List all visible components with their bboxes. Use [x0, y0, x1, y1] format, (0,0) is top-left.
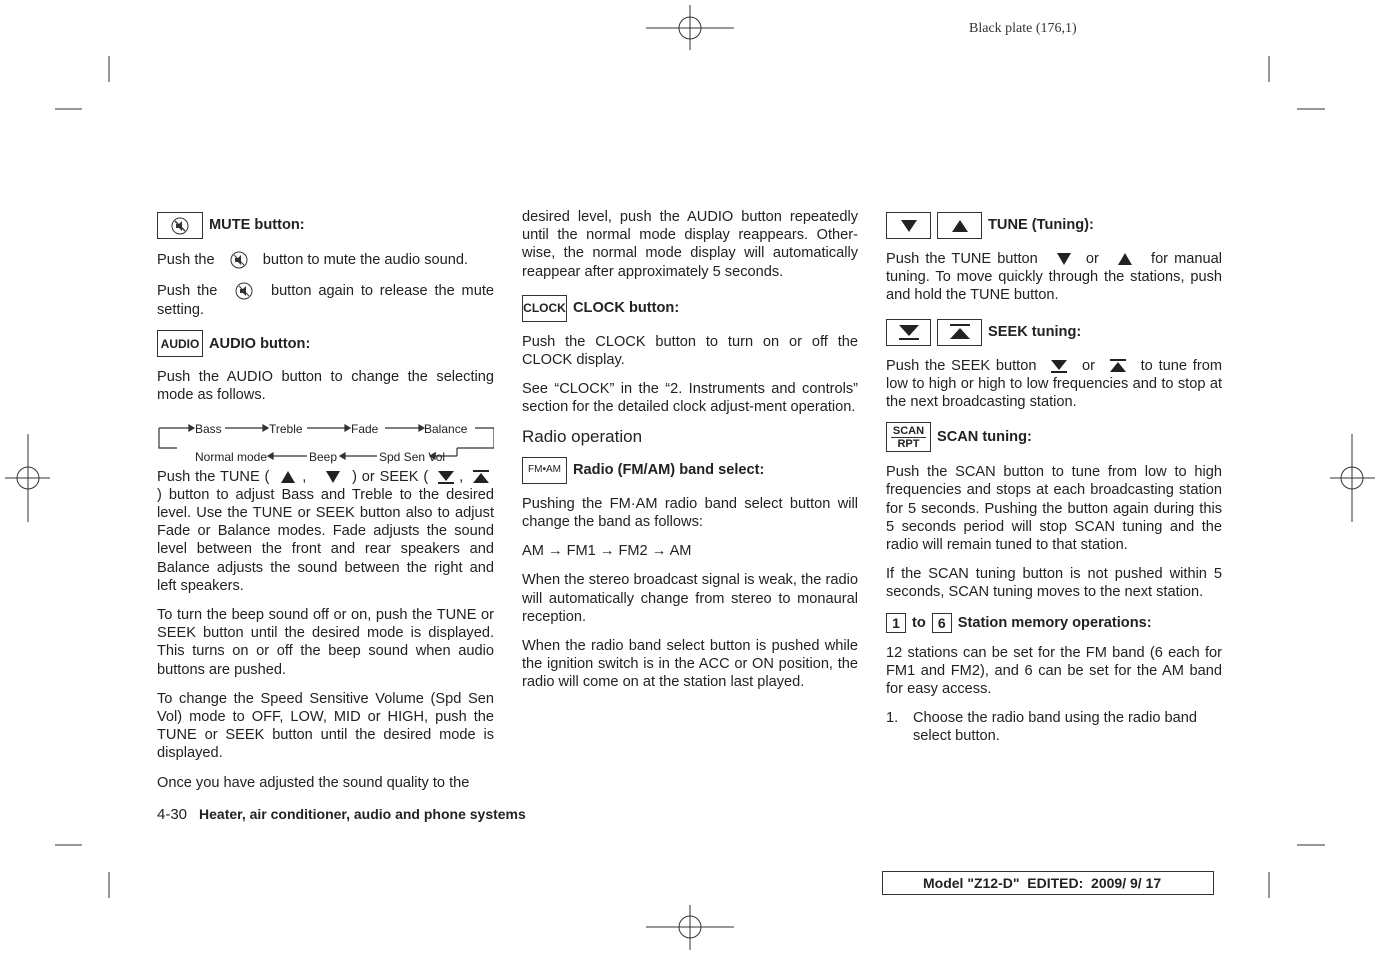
audio-button-icon: AUDIO	[157, 330, 203, 357]
tune-para-b: or	[1085, 251, 1099, 267]
list-number: 1.	[886, 710, 899, 727]
seek-paragraph	[886, 357, 1222, 412]
mute-p1-start: Push the	[157, 251, 215, 268]
scan-heading-text: SCAN tuning:	[937, 429, 1032, 446]
seek-para-c: to tune from low to high or high to low frequencies and to stop at the next broadcasting station.	[886, 357, 1222, 411]
tune-p-e: ) button to adjust Bass and Treble to the desired level. Use the TUNE or SEEK button also to adjust Fade or Balance modes. Fade adjusts the sound level between the front and rear speakers and Balance adjusts the sound between the right and left speakers.	[157, 486, 494, 594]
tune-down-button-icon	[886, 212, 931, 239]
tune-seek-paragraph	[157, 468, 494, 595]
tune-down-icon	[1056, 252, 1072, 266]
scan-paragraph-2: If the SCAN tuning button is not pushed within 5 seconds, SCAN tuning moves to the next station.	[886, 566, 1222, 601]
section-title: Heater, air conditioner, audio and phone systems	[199, 806, 526, 822]
tune-para-c: for manual tuning. To move quickly through the stations, push and hold the TUNE button.	[886, 251, 1222, 304]
tune-para-a: Push the TUNE button	[886, 251, 1038, 267]
diagram-fade: Fade	[351, 421, 379, 436]
scan-paragraph-1: Push the SCAN button to tune from low to high frequencies and stops at each broadcasting station for 5 seconds. Pushing the button again during this 5 seconds period will stop SCAN tuning and the radio will remain tuned to that station.	[886, 464, 1222, 554]
diagram-beep: Beep	[309, 449, 338, 464]
fmam-heading	[522, 457, 858, 484]
audio-mode-diagram	[157, 416, 494, 464]
audio-heading-text: AUDIO button:	[209, 335, 311, 352]
audio-paragraph: Push the AUDIO button to change the selecting mode as follows.	[157, 369, 494, 404]
mute-heading	[157, 212, 494, 239]
mute-paragraph-1	[157, 250, 494, 270]
memory-heading	[886, 613, 1222, 633]
spd-paragraph: To change the Speed Sensitive Volume (Spd Sen Vol) mode to OFF, LOW, MID or HIGH, push the TUNE or SEEK button until the desired mode is displayed.	[157, 690, 494, 762]
seek-down-icon	[437, 470, 455, 484]
column-3	[886, 212, 1222, 746]
diagram-spd-sen-vol: Spd Sen Vol	[379, 449, 446, 464]
memory-list-item	[886, 709, 1222, 745]
column-1	[157, 212, 494, 803]
audio-cont-paragraph: desired level, push the AUDIO button repeatedly until the normal mode display reappears. Other-wise, the normal mode display will automatically reappear after approximately 5 seconds.	[522, 209, 858, 280]
tune-p-c: ) or SEEK (	[352, 468, 429, 485]
page-number: 4-30	[157, 806, 188, 823]
tune-up-button-icon	[937, 212, 982, 239]
model-edited-box: Model "Z12-D" EDITED: 2009/ 9/ 17	[882, 871, 1214, 895]
tune-p-a: Push the TUNE (	[157, 468, 270, 485]
seek-down-icon	[1050, 359, 1068, 373]
tune-p-b: ,	[302, 468, 307, 485]
tune-heading	[886, 212, 1222, 239]
tune-p-d: ,	[459, 468, 464, 485]
audio-heading	[157, 330, 494, 357]
diagram-normal-mode: Normal mode	[195, 449, 268, 464]
beep-paragraph: To turn the beep sound off or on, push the TUNE or SEEK button until the desired mode is displayed. This turns on or off the beep sound when audio buttons are pushed.	[157, 607, 494, 678]
memory-heading-text: Station memory operations:	[957, 614, 1152, 631]
mute-button-icon	[157, 212, 203, 239]
fmam-paragraph-2: When the stereo broadcast signal is weak, the radio will automatically change from stereo to monaural reception.	[522, 572, 858, 625]
mute-inline-icon	[234, 281, 254, 301]
tune-down-icon	[325, 470, 341, 484]
seek-para-b: or	[1082, 357, 1096, 374]
preset-1-icon: 1	[886, 613, 906, 633]
plate-label: Black plate (176,1)	[969, 21, 1077, 36]
diagram-balance: Balance	[424, 421, 468, 436]
mute-p2-start: Push the	[157, 282, 218, 299]
fmam-button-icon: FM•AM	[522, 457, 567, 484]
clock-paragraph-2: See “CLOCK” in the “2. Instruments and controls” section for the detailed clock adjust-ment operation.	[522, 381, 858, 416]
seek-up-button-icon	[937, 319, 982, 346]
fmam-heading-text: Radio (FM/AM) band select:	[573, 462, 765, 479]
mute-heading-text: MUTE button:	[209, 217, 305, 234]
clock-heading	[522, 295, 858, 322]
once-paragraph: Once you have adjusted the sound quality to the	[157, 774, 470, 791]
memory-paragraph: 12 stations can be set for the FM band (6 each for FM1 and FM2), and 6 can be set for the AM band for easy access.	[886, 644, 1222, 698]
mute-p1-end: button to mute the audio sound.	[262, 251, 469, 268]
seek-heading-text: SEEK tuning:	[988, 324, 1082, 340]
fmam-paragraph-1: Pushing the FM·AM radio band select button will change the band as follows:	[522, 495, 858, 531]
diagram-treble: Treble	[269, 421, 303, 436]
seek-up-icon	[1109, 359, 1127, 373]
column-2	[522, 208, 858, 703]
clock-paragraph-1: Push the CLOCK button to turn on or off the CLOCK display.	[522, 333, 858, 369]
diagram-bass: Bass	[195, 421, 222, 436]
seek-heading	[886, 319, 1222, 346]
mute-p2-end: button again to release the mute setting.	[157, 282, 494, 318]
memory-to: to	[912, 614, 926, 631]
tune-up-icon	[280, 470, 296, 484]
fmam-sequence: AM → FM1 → FM2 → AM	[522, 543, 692, 560]
tune-heading-text: TUNE (Tuning):	[988, 217, 1094, 234]
tune-up-icon	[1117, 252, 1133, 266]
clock-heading-text: CLOCK button:	[573, 300, 680, 317]
clock-button-icon: CLOCK	[522, 295, 567, 322]
mute-inline-icon	[229, 250, 249, 270]
fmam-paragraph-3: When the radio band select button is pushed while the ignition switch is in the ACC or ON position, the radio will come on at the station last played.	[522, 638, 858, 691]
radio-operation-heading: Radio operation	[522, 426, 643, 446]
scan-icon-label: SCAN	[892, 424, 925, 437]
seek-down-button-icon	[886, 319, 931, 346]
scan-heading	[886, 422, 1222, 452]
seek-up-icon	[472, 470, 490, 484]
list-text: Choose the radio band using the radio band select button.	[913, 710, 1197, 745]
preset-6-icon: 6	[932, 613, 952, 633]
page-footer	[157, 806, 526, 823]
seek-para-a: Push the SEEK button	[886, 357, 1037, 374]
rpt-icon-label: RPT	[891, 437, 925, 450]
tune-paragraph	[886, 250, 1222, 305]
mute-paragraph-2	[157, 281, 494, 319]
scan-button-icon	[886, 422, 931, 452]
